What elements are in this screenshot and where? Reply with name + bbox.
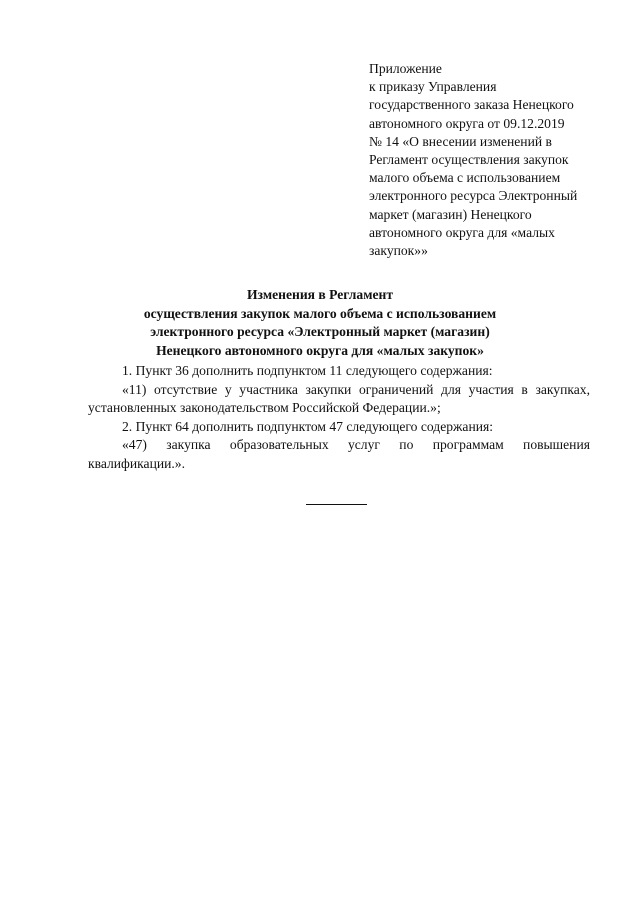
paragraph-subitem-11: «11) отсутствие у участника закупки ограничений для участия в закупках, установленных законодательством Российской Федерации.»; — [88, 381, 590, 415]
document-title — [0, 286, 640, 360]
paragraph-subitem-47-continuation: квалификации.». — [88, 455, 185, 471]
appendix-line: № 14 «О внесении изменений в — [369, 133, 552, 149]
title-line: электронного ресурса «Электронный маркет (магазин) — [150, 324, 490, 340]
appendix-line: Регламент осуществления закупок — [369, 152, 569, 168]
appendix-line: закупок»» — [369, 243, 428, 259]
appendix-line: к приказу Управления — [369, 79, 497, 95]
appendix-line: автономного округа от 09.12.2019 — [369, 115, 565, 131]
closing-rule — [306, 504, 367, 505]
appendix-line: электронного ресурса Электронный — [369, 188, 578, 204]
document-body — [88, 362, 590, 473]
appendix-line: малого объема с использованием — [369, 170, 561, 186]
appendix-block — [369, 60, 604, 260]
title-line: Ненецкого автономного округа для «малых закупок» — [156, 342, 484, 358]
appendix-line: автономного округа для «малых — [369, 224, 555, 240]
appendix-line: Приложение — [369, 61, 442, 76]
appendix-line: государственного заказа Ненецкого — [369, 97, 574, 113]
paragraph-item-2: 2. Пункт 64 дополнить подпунктом 47 следующего содержания: — [122, 418, 494, 434]
paragraph-item-1: 1. Пункт 36 дополнить подпунктом 11 следующего содержания: — [122, 363, 493, 378]
title-line: осуществления закупок малого объема с использованием — [143, 305, 497, 321]
paragraph-subitem-47: «47) закупка образовательных услуг по программам повышения — [122, 437, 590, 452]
title-line: Изменения в Регламент — [246, 287, 394, 302]
appendix-line: маркет (магазин) Ненецкого — [369, 206, 532, 222]
